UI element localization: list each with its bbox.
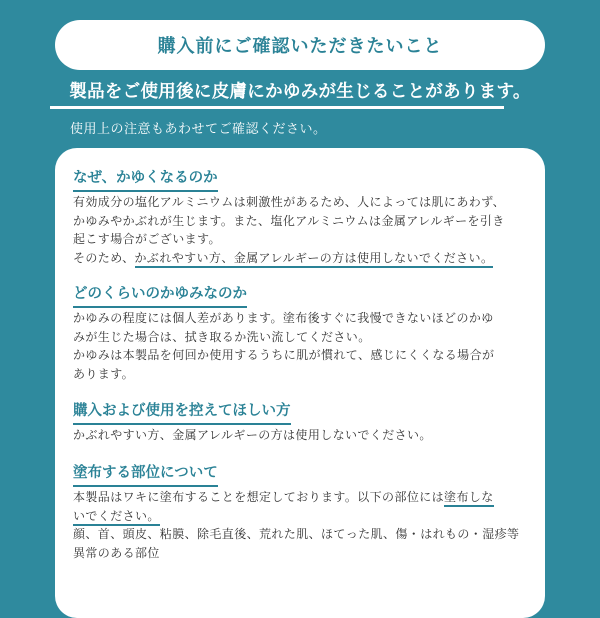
section-body-who-should-avoid [73, 426, 432, 445]
body-line [73, 488, 519, 507]
body-line: かゆみやかぶれが生じます。また、塩化アルミニウムは金属アレルギーを引き [73, 213, 505, 228]
body-line: 異常のある部位 [73, 545, 160, 560]
body-line: かゆみの程度には個人差があります。塗布後すぐに我慢できないほどのかゆ [73, 311, 494, 325]
section-title-why-itchy: なぜ、かゆくなるのか [73, 166, 218, 192]
body-line: あります。 [73, 366, 135, 381]
subnote: 使用上の注意もあわせてご確認ください。 [70, 122, 327, 137]
warning-highlight: かぶれやすい方、金属アレルギーの方は使用しないでください。 [135, 251, 494, 268]
header-title: 購入前にご確認いただきたいこと [157, 36, 443, 57]
body-line [73, 507, 519, 526]
body-line: 起こす場合がございます。 [73, 232, 221, 246]
section-title-who-should-avoid: 購入および使用を控えてほしい方 [73, 399, 291, 425]
headline: 製品をご使用後に皮膚にかゆみが生じることがあります。 [69, 82, 531, 102]
section-title-how-itchy: どのくらいのかゆみなのか [73, 282, 247, 308]
headline-underline [50, 106, 504, 109]
section-body-why-itchy [73, 193, 505, 267]
section-body-application-area [73, 488, 519, 562]
warning-highlight: いでください。 [73, 509, 160, 526]
body-line-prefix: そのため、 [73, 250, 135, 265]
body-line [73, 249, 505, 268]
body-line: 顔、首、頭皮、粘膜、除毛直後、荒れた肌、ほてった肌、傷・はれもの・湿疹等 [73, 527, 520, 541]
section-title-application-area: 塗布する部位について [73, 461, 218, 487]
body-line: かゆみは本製品を何回か使用するうちに肌が慣れて、感じにくくなる場合が [73, 348, 495, 362]
warning-highlight: 塗布しな [444, 490, 494, 507]
body-line: かぶれやすい方、金属アレルギーの方は使用しないでください。 [73, 428, 432, 442]
section-body-how-itchy [73, 309, 494, 383]
body-line: 有効成分の塩化アルミニウムは刺激性があるため、人によっては肌にあわず、 [73, 195, 505, 209]
header-pill [55, 20, 545, 70]
body-line-prefix: 本製品はワキに塗布することを想定しております。以下の部位には [73, 490, 445, 504]
body-line: みが生じた場合は、拭き取るか洗い流してください。 [73, 329, 371, 344]
